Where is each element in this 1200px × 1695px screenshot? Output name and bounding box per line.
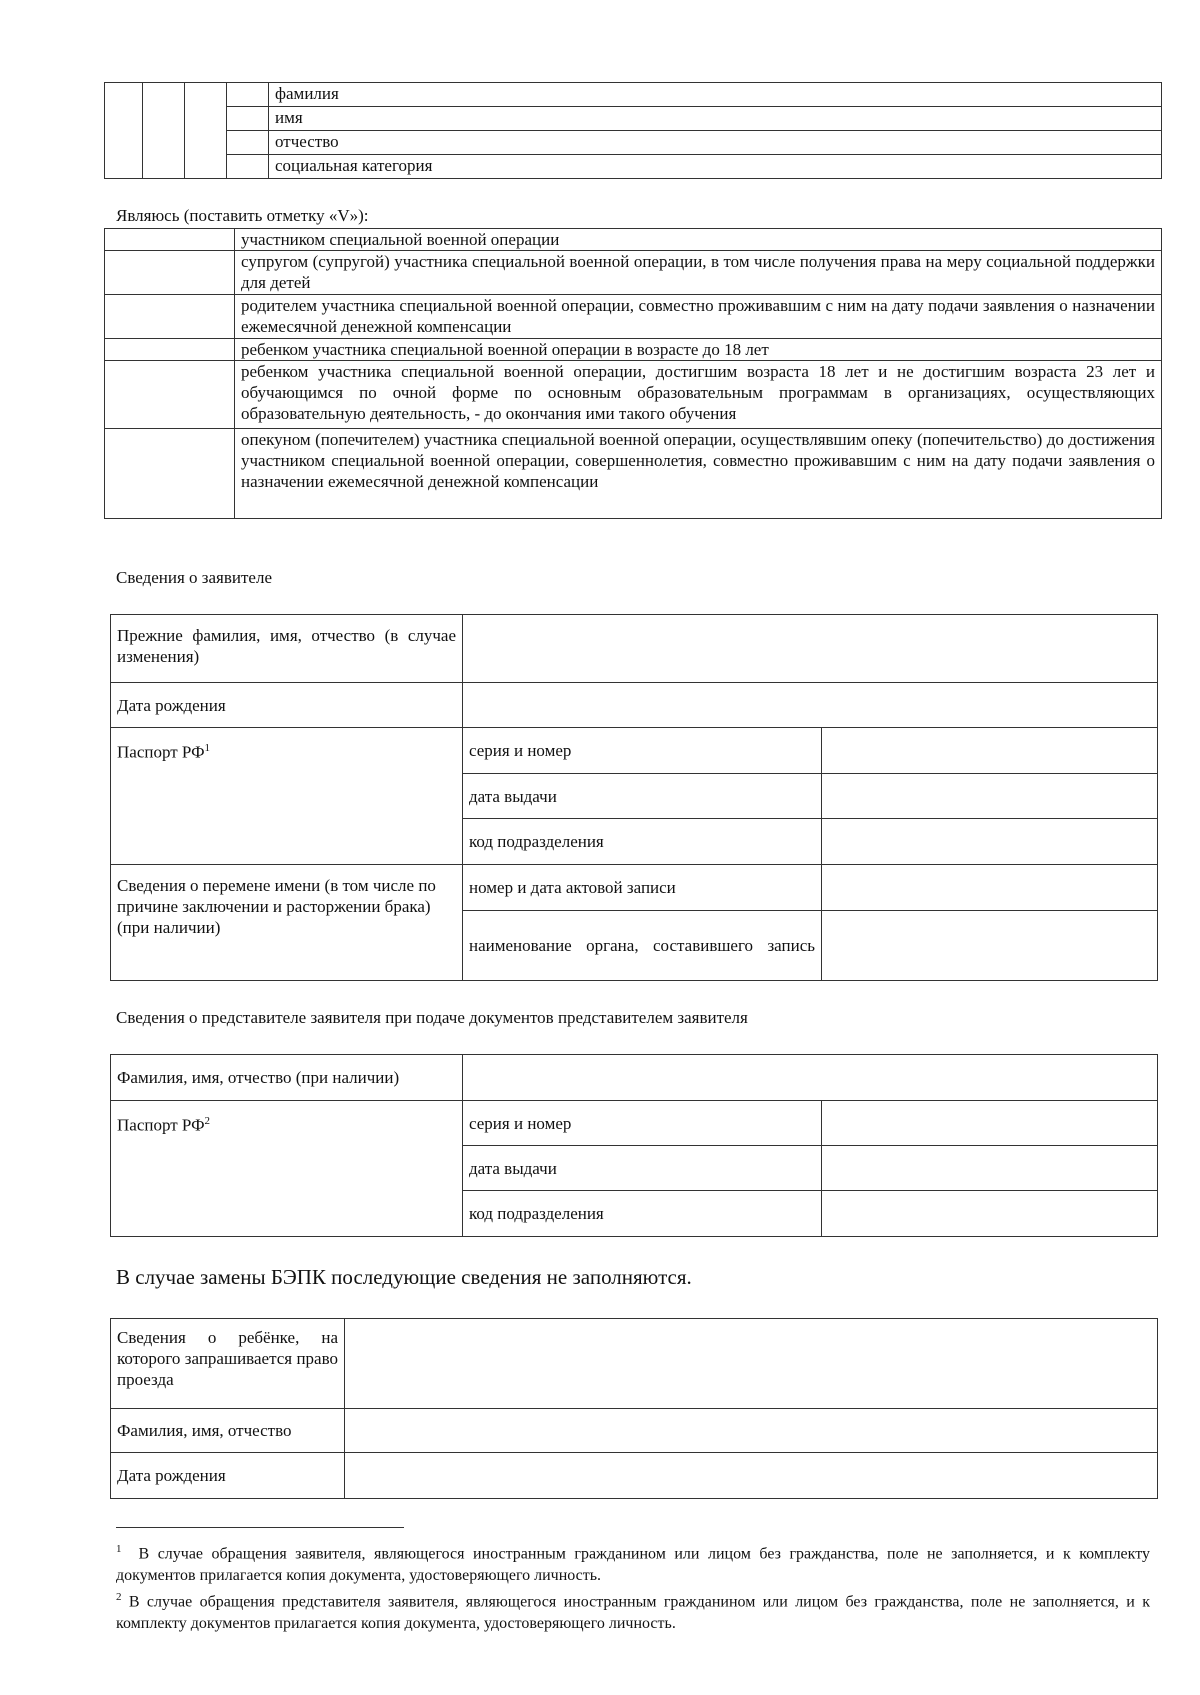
child-info-label: Сведения о ребёнке, на которого запрашивается право проезда	[111, 1319, 345, 1409]
child-name-input[interactable]	[345, 1409, 1158, 1453]
footnote-ref: 1	[204, 742, 211, 754]
status-checkbox[interactable]	[105, 429, 235, 519]
status-checkbox[interactable]	[105, 361, 235, 429]
status-option-svo-participant: участником специальной военной операции	[235, 229, 1162, 251]
footnote-1-number: 1	[116, 1543, 122, 1555]
mark-cell[interactable]	[227, 155, 269, 179]
passport-series-input[interactable]	[822, 728, 1158, 774]
footnote-2-text: В случае обращения представителя заявителя, являющегося иностранным гражданином или лицом без гражданства, поле не заполняется, и к комплекту документов прилагается копия документа, удостоверяющего личность.	[116, 1593, 1150, 1633]
status-option-parent: родителем участника специальной военной операции, совместно проживавшим с ним на дату подачи заявления о назначении ежемесячной денежной компенсации	[235, 295, 1162, 339]
mark-cell[interactable]	[227, 107, 269, 131]
passport-dept-code-label: код подразделения	[463, 819, 822, 865]
rep-name-label: Фамилия, имя, отчество (при наличии)	[111, 1055, 463, 1101]
footnote-1-text: В случае обращения заявителя, являющегося иностранным гражданином или лицом без гражданства, поле не заполняется, и к комплекту документов прилагается копия документа, удостоверяющего личность.	[116, 1545, 1150, 1585]
passport-label: Паспорт $РФ^1$	[111, 728, 463, 865]
representative-caption: Сведения о представителе заявителя при подаче документов представителем заявителя	[116, 1008, 748, 1027]
rep-passport-dept-code-input[interactable]	[822, 1191, 1158, 1237]
authority-input[interactable]	[822, 911, 1158, 981]
status-option-child-18-23: ребенком участника специальной военной операции, достигшим возраста 18 лет и не достигшим возраста 23 лет и обучающимся по очной форме по основным образовательным программам в организациях, осуществляющих образовательную деятельность, - до окончания ими такого обучения	[235, 361, 1162, 429]
rep-passport-issue-date-input[interactable]	[822, 1146, 1158, 1191]
footnote-2-number: 2	[116, 1591, 122, 1603]
applicant-table	[110, 614, 1158, 981]
mark-cell[interactable]	[143, 83, 185, 179]
mark-cell[interactable]	[105, 83, 143, 179]
footnote-separator	[116, 1527, 404, 1528]
footnote-ref: 2	[204, 1115, 211, 1127]
dob-input[interactable]	[463, 683, 1158, 728]
representative-table	[110, 1054, 1158, 1237]
passport-series-label: серия и номер	[463, 728, 822, 774]
status-checkbox[interactable]	[105, 251, 235, 295]
status-option-child-under-18: ребенком участника специальной военной операции в возрасте до 18 лет	[235, 339, 1162, 361]
prev-name-input[interactable]	[463, 615, 1158, 683]
prev-name-label: Прежние фамилия, имя, отчество (в случае изменения)	[111, 615, 463, 683]
bepk-note: В случае замены БЭПК последующие сведения не заполняются.	[116, 1265, 692, 1289]
rep-passport-series-input[interactable]	[822, 1101, 1158, 1146]
child-table	[110, 1318, 1158, 1499]
name-change-label: Сведения о перемене имени (в том числе по причине заключении и расторжении брака) (при наличии)	[111, 865, 463, 981]
field-label-patronymic: отчество	[269, 131, 1162, 155]
status-checkbox[interactable]	[105, 229, 235, 251]
mark-cell[interactable]	[227, 131, 269, 155]
status-caption: Являюсь (поставить отметку «V»):	[116, 206, 369, 225]
field-label-name: имя	[269, 107, 1162, 131]
passport-issue-date-input[interactable]	[822, 774, 1158, 819]
child-info-input[interactable]	[345, 1319, 1158, 1409]
rep-passport-issue-date-label: дата выдачи	[463, 1146, 822, 1191]
child-dob-label: Дата рождения	[111, 1453, 345, 1499]
dob-label: Дата рождения	[111, 683, 463, 728]
applicant-caption: Сведения о заявителе	[116, 568, 273, 587]
record-number-input[interactable]	[822, 865, 1158, 911]
record-number-label: номер и дата актовой записи	[463, 865, 822, 911]
rep-passport-label: Паспорт $РФ^2$	[111, 1101, 463, 1237]
child-name-label: Фамилия, имя, отчество	[111, 1409, 345, 1453]
status-checkbox[interactable]	[105, 295, 235, 339]
status-option-guardian: опекуном (попечителем) участника специальной военной операции, осуществлявшим опеку (попечительство) до достижения участником специальной военной операции, совершеннолетия, совместно проживавшим с ним на дату подачи заявления о назначении ежемесячной денежной компенсации	[235, 429, 1162, 519]
status-checkbox[interactable]	[105, 339, 235, 361]
mark-cell[interactable]	[227, 83, 269, 107]
rep-passport-dept-code-label: код подразделения	[463, 1191, 822, 1237]
rep-passport-series-label: серия и номер	[463, 1101, 822, 1146]
footnote-1	[116, 1538, 1150, 1587]
child-dob-input[interactable]	[345, 1453, 1158, 1499]
top-fields-table	[104, 82, 1162, 179]
passport-issue-date-label: дата выдачи	[463, 774, 822, 819]
status-table	[104, 228, 1162, 519]
mark-cell[interactable]	[185, 83, 227, 179]
field-label-surname: фамилия	[269, 83, 1162, 107]
passport-dept-code-input[interactable]	[822, 819, 1158, 865]
authority-label: наименование органа, составившего запись	[463, 911, 822, 981]
footnote-2	[116, 1586, 1150, 1635]
field-label-social-category: социальная категория	[269, 155, 1162, 179]
rep-name-input[interactable]	[463, 1055, 1158, 1101]
status-option-spouse: супругом (супругой) участника специальной военной операции, в том числе получения права на меру социальной поддержки для детей	[235, 251, 1162, 295]
